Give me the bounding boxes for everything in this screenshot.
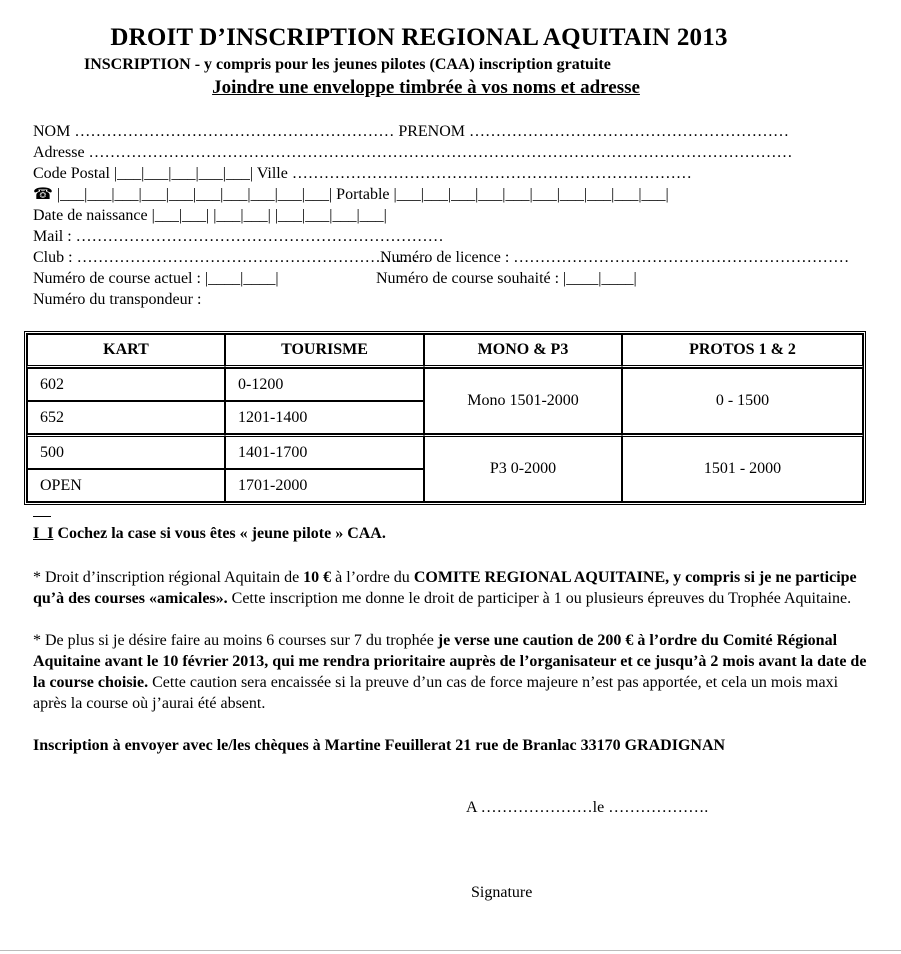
text-span: * Droit d’inscription régional Aquitain de <box>33 569 304 586</box>
table-row <box>27 368 863 401</box>
lieu-date-field[interactable]: A …………………le ………………. <box>466 799 709 816</box>
nom-prenom-field[interactable]: NOM …………………………………………………… PRENOM …………………………………………………… <box>33 123 790 140</box>
text-span: à l’ordre du <box>331 569 414 586</box>
kart-cell: 652 <box>27 401 225 434</box>
date-naissance-field[interactable]: Date de naissance |___|___| |___|___| |___|___|___|___| <box>33 207 387 224</box>
caa-line <box>33 525 386 543</box>
code-postal-ville-field[interactable]: Code Postal |___|___|___|___|___| Ville ………………………………………………………………… <box>33 165 692 182</box>
transpondeur-field[interactable]: Numéro du transpondeur : <box>33 291 202 308</box>
table-row <box>27 434 863 469</box>
amount-span: 10 € <box>303 569 332 586</box>
tourisme-cell: 0-1200 <box>225 368 424 401</box>
header-kart: KART <box>27 334 225 368</box>
bold-span: je verse une caution de 200 € à l’ordre du Comité Régional Aquitaine avant le 10 février 2013, qui me rendra prioritaire auprès de l’organisateur et ce jusqu’à 2 mois avant la date de la course choisie. <box>33 632 867 691</box>
protos-cell: 0 - 1500 <box>622 368 863 434</box>
telephone-row <box>33 185 669 205</box>
mono-cell: P3 0-2000 <box>424 434 622 502</box>
kart-cell: OPEN <box>27 469 225 502</box>
adresse-field[interactable]: Adresse …………………………………………………………………………………………………………………… <box>33 144 793 161</box>
tourisme-cell: 1401-1700 <box>225 434 424 469</box>
paragraph-droit-inscription <box>33 567 873 609</box>
text-span: Cette inscription me donne le droit de participer à 1 ou plusieurs épreuves du Trophée Aquitaine. <box>227 590 852 607</box>
paragraph-caution <box>33 630 873 714</box>
course-souhaite-field[interactable]: Numéro de course souhaité : |____|____| <box>376 270 637 287</box>
document-title: DROIT D’INSCRIPTION REGIONAL AQUITAIN 2013 <box>110 24 728 51</box>
header-mono-p3: MONO & P3 <box>424 334 622 368</box>
kart-cell: 500 <box>27 434 225 469</box>
table-header-row <box>27 334 863 368</box>
telephone-portable-field[interactable]: |___|___|___|___|___|___|___|___|___|___| Portable |___|___|___|___|___|___|___|___|___|___| <box>56 186 669 203</box>
header-protos: PROTOS 1 & 2 <box>622 334 863 368</box>
envoi-instruction: Inscription à envoyer avec le/les chèques à Martine Feuillerat 21 rue de Branlac 33170 GRADIGNAN <box>33 737 726 754</box>
envelope-instruction: Joindre une enveloppe timbrée à vos noms et adresse <box>212 77 640 98</box>
document-subtitle: INSCRIPTION - y compris pour les jeunes pilotes (CAA) inscription gratuite <box>84 56 611 73</box>
categories-table <box>24 331 866 505</box>
protos-cell: 1501 - 2000 <box>622 434 863 502</box>
header-tourisme: TOURISME <box>225 334 424 368</box>
caa-checkbox-top <box>33 516 51 517</box>
mono-cell: Mono 1501-2000 <box>424 368 622 434</box>
kart-cell: 602 <box>27 368 225 401</box>
tourisme-cell: 1701-2000 <box>225 469 424 502</box>
text-span: * De plus si je désire faire au moins 6 courses sur 7 du trophée <box>33 632 438 649</box>
text-span: Cette caution sera encaissée si la preuve d’un cas de force majeure n’est pas apportée, et cela un mois maxi après la course où j’aurai été absent. <box>33 674 839 712</box>
caa-checkbox[interactable]: I_I <box>33 525 54 542</box>
mail-field[interactable]: Mail : …………………………………………………………… <box>33 228 444 245</box>
club-field[interactable]: Club : ………………………………………………………… <box>33 249 429 266</box>
bold-span: COMITE REGIONAL AQUITAINE, y compris si je ne participe qu’à des courses «amicales». <box>33 569 857 607</box>
signature-label: Signature <box>471 884 533 901</box>
tourisme-cell: 1201-1400 <box>225 401 424 434</box>
caa-text: Cochez la case si vous êtes « jeune pilote » CAA. <box>57 525 386 542</box>
course-actuel-field[interactable]: Numéro de course actuel : |____|____| <box>33 270 279 287</box>
licence-field[interactable]: Numéro de licence : ……………………………………………………… <box>380 249 850 266</box>
page-bottom-border <box>0 950 901 951</box>
phone-icon: ☎ <box>33 186 53 203</box>
